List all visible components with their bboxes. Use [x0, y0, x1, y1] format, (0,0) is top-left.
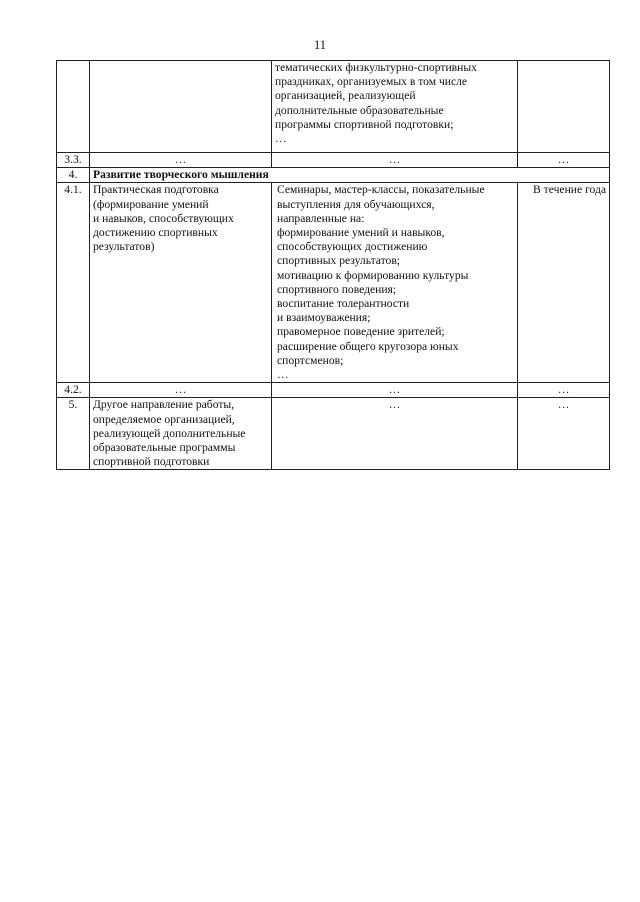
- activity-line: спортивного поведения;: [277, 282, 397, 296]
- cell-activity: …: [272, 153, 518, 168]
- cell-term: …: [518, 153, 610, 168]
- table-row-4-1: [57, 183, 610, 383]
- activity-line: организацией, реализующей: [275, 89, 416, 103]
- direction-line: результатов): [93, 240, 155, 254]
- cell-activity: …: [272, 398, 518, 470]
- cell-direction: …: [90, 383, 272, 398]
- activity-line: и взаимоуважения;: [277, 311, 371, 325]
- cell-activity: …: [272, 383, 518, 398]
- cell-number: 4.1.: [57, 183, 90, 383]
- direction-line: спортивной подготовки: [93, 455, 210, 469]
- direction-line: (формирование умений: [93, 197, 209, 211]
- table-row-5: [57, 398, 610, 470]
- cell-number: 4.: [57, 168, 90, 183]
- direction-line: образовательные программы: [93, 441, 236, 455]
- direction-line: реализующей дополнительные: [93, 426, 246, 440]
- cell-number: 5.: [57, 398, 90, 470]
- plan-table: [56, 60, 610, 470]
- table-row-section-4: [57, 168, 610, 183]
- cell-activity: [272, 61, 518, 153]
- table-row-continuation: [57, 61, 610, 153]
- cell-term: [518, 61, 610, 153]
- cell-number: [57, 61, 90, 153]
- activity-line: мотивацию к формированию культуры: [277, 268, 469, 282]
- direction-line: достижению спортивных: [93, 226, 218, 240]
- activity-line: …: [275, 132, 287, 146]
- table-row-4-2: [57, 383, 610, 398]
- cell-direction: [90, 61, 272, 153]
- direction-line: и навыков, способствующих: [93, 211, 234, 225]
- cell-direction: …: [90, 153, 272, 168]
- cell-term: [518, 183, 610, 383]
- activity-line: формирование умений и навыков,: [277, 226, 445, 240]
- activity-line: способствующих достижению: [277, 240, 428, 254]
- direction-line: определяемое организацией,: [93, 412, 235, 426]
- activity-line: спортивных результатов;: [277, 254, 401, 268]
- activity-line: правомерное поведение зрителей;: [277, 325, 445, 339]
- direction-line: Практическая подготовка: [93, 183, 219, 197]
- activity-line: Семинары, мастер-классы, показательные: [277, 183, 485, 197]
- activity-line: дополнительные образовательные: [275, 103, 444, 117]
- cell-term: …: [518, 383, 610, 398]
- activity-line: программы спортивной подготовки;: [275, 117, 454, 131]
- term-text: В течение года: [533, 183, 606, 197]
- cell-number: 3.3.: [57, 153, 90, 168]
- activity-line: воспитание толерантности: [277, 297, 410, 311]
- direction-line: Другое направление работы,: [93, 398, 235, 412]
- activity-line: тематических физкультурно-спортивных: [275, 61, 477, 74]
- cell-direction: [90, 183, 272, 383]
- table-row-3-3: [57, 153, 610, 168]
- cell-direction: [90, 398, 272, 470]
- activity-line: …: [277, 368, 289, 382]
- activity-line: выступления для обучающихся,: [277, 197, 435, 211]
- page-number: 11: [313, 38, 327, 52]
- activity-line: расширение общего кругозора юных: [277, 339, 459, 353]
- activity-line: праздниках, организуемых в том числе: [275, 75, 468, 89]
- cell-activity: [272, 183, 518, 383]
- activity-line: спортсменов;: [277, 353, 344, 367]
- cell-term: …: [518, 398, 610, 470]
- cell-number: 4.2.: [57, 383, 90, 398]
- section-title: Развитие творческого мышления: [90, 168, 610, 183]
- activity-line: направленные на:: [277, 211, 365, 225]
